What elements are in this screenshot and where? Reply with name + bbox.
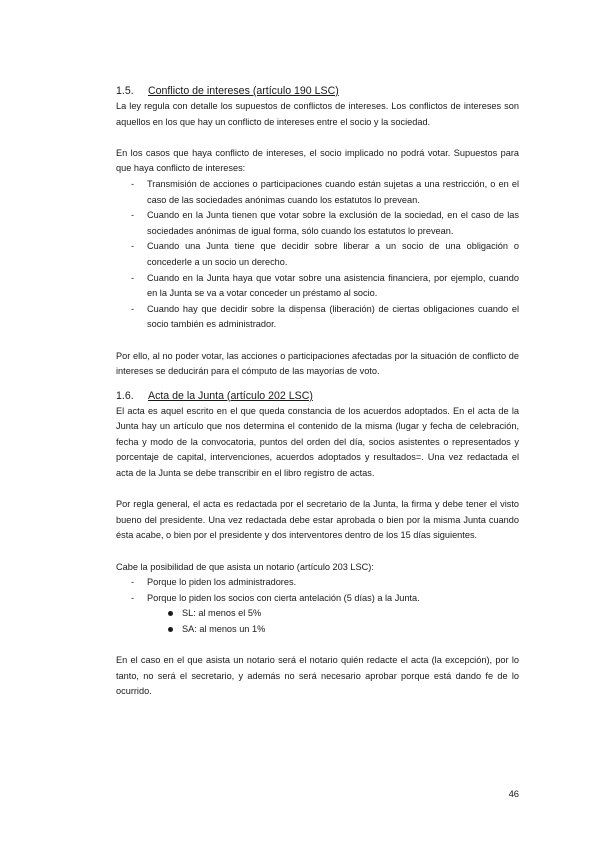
dash-bullet: - [131,592,135,603]
list-item-text: Cuando en la Junta haya que votar sobre una asistencia financiera, por ejemplo, cuando en la Junta se va a votar conceder un préstamo al socio. [147,272,519,299]
sublist-item [116,622,519,638]
paragraph: La ley regula con detalle los supuestos de conflictos de intereses. Los conflictos de intereses son aquellos en los que hay un conflicto de intereses entre el socio y la sociedad. [116,101,519,127]
sublist-item-text: SL: al menos el 5% [182,608,262,619]
bullet-dot-icon [168,627,173,632]
list-item [116,177,519,208]
dash-bullet: - [131,303,135,314]
paragraph: Por regla general, el acta es redactada por el secretario de la Junta, la firma y debe tener el visto bueno del presidente. Una vez redactada debe estar aprobada o bien por la misma Junta cuando ésta acabe, o bien por el presidente y dos interventores dentro de los 15 días siguientes. [116,499,519,541]
paragraph: Cabe la posibilidad de que asista un notario (artículo 203 LSC): [116,561,374,572]
section-heading-1-5 [116,83,519,99]
page-number: 46 [508,788,519,799]
list-item [116,575,519,591]
conflict-cases-list [116,177,519,333]
sublist-item [116,606,519,622]
paragraph: Por ello, al no poder votar, las acciones o participaciones afectadas por la situación de conflicto de intereses se deducirán para el cómputo de las mayorías de voto. [116,350,519,377]
dash-bullet: - [131,272,135,283]
section-number: 1.5. [116,85,134,97]
section-heading-1-6 [116,388,519,404]
section-number: 1.6. [116,389,134,402]
list-item-text: Cuando en la Junta tienen que votar sobre la exclusión de la sociedad, en el caso de las sociedades anónimas de igual forma, sólo cuando los estatutos lo prevean. [147,210,519,236]
dash-bullet: - [131,178,135,189]
list-item-text: Porque lo piden los administradores. [147,577,297,588]
list-item-text: Cuando una Junta tiene que decidir sobre liberar a un socio de una obligación o concederle a un socio un derecho. [147,241,519,267]
list-item-text: Transmisión de acciones o participaciones cuando están sujetas a una restricción, o en el caso de las sociedades anónimas cuando los estatutos lo prevean. [147,178,519,205]
section-title: Conflicto de intereses (artículo 190 LSC) [148,85,339,97]
list-item-text: Cuando hay que decidir sobre la dispensa (liberación) de ciertas obligaciones cuando el socio también es administrador. [147,303,519,330]
percentage-sublist [116,606,519,637]
section-title: Acta de la Junta (artículo 202 LSC) [148,389,313,402]
list-item [116,239,519,270]
page-content [116,83,519,700]
paragraph: En el caso en el que asista un notario será el notario quién redacte el acta (la excepción), por lo tanto, no será el secretario, y además no será necesario aprobar porque está dando fe de lo ocurrido. [116,655,519,697]
dash-bullet: - [131,241,135,252]
paragraph: En los casos que haya conflicto de intereses, el socio implicado no podrá votar. Supuestos para que haya conflicto de intereses: [116,147,519,174]
list-item [116,271,519,302]
paragraph: El acta es aquel escrito en el que queda constancia de los acuerdos adoptados. En el acta de la Junta hay un artículo que nos determina el contenido de la misma (lugar y fecha de celebración, fecha y modo de la convocatoria, puntos del orden del día, socios asistentes o representados y porcentaje de capital, intervenciones, acuerdos adoptados y resultados=. Una vez redactada el acta de la Junta se debe transcribir en el libro registro de actas. [116,405,519,479]
list-item [116,208,519,239]
list-item [116,591,519,607]
list-item-text: Porque lo piden los socios con cierta antelación (5 días) a la Junta. [147,592,420,603]
sublist-item-text: SA: al menos un 1% [182,624,266,634]
notary-reasons-list [116,575,519,606]
dash-bullet: - [131,577,135,588]
list-item [116,302,519,333]
bullet-dot-icon [168,611,173,616]
dash-bullet: - [131,210,135,221]
